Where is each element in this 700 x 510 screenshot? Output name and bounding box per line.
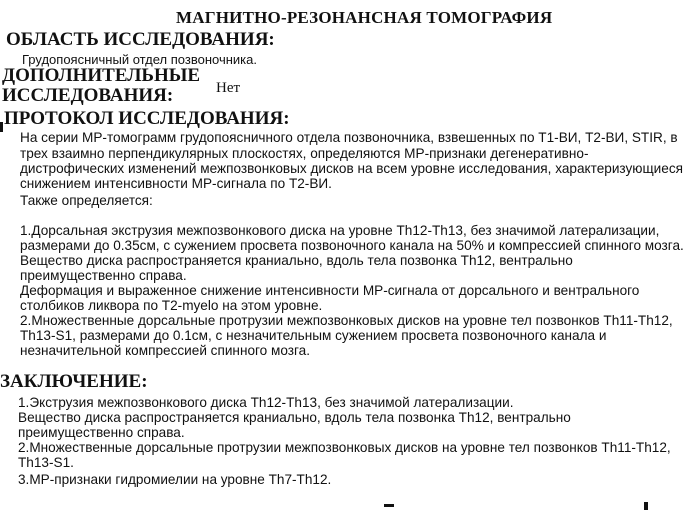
scan-artifact (644, 502, 648, 510)
protocol-line: На серии МР-томограмм грудопоясничного отдела позвоночника, взвешенных по Т1-ВИ, Т2-ВИ, STIR, в (20, 130, 678, 145)
conclusion-line: Th13-S1. (18, 455, 74, 470)
protocol-line: преимущественно справа. (20, 268, 187, 283)
region-text: Грудопоясничный отдел позвоночника. (22, 52, 257, 67)
protocol-line: 1.Дорсальная экструзия межпозвонкового диска на уровне Th12-Th13, без значимой латерализации, (20, 223, 660, 238)
region-heading: ОБЛАСТЬ ИССЛЕДОВАНИЯ: (6, 29, 275, 50)
conclusion-heading: ЗАКЛЮЧЕНИЕ: (0, 371, 148, 392)
protocol-heading: ПРОТОКОЛ ИССЛЕДОВАНИЯ: (4, 108, 290, 129)
protocol-line: дистрофических изменений межпозвонковых дисков на всем уровне исследования, характеризующиеся (20, 161, 683, 176)
protocol-line: трех взаимно перпендикулярных плоскостях, определяются МР-признаки дегенеративно- (20, 146, 589, 161)
protocol-line: снижением интенсивности МР-сигнала по Т2-ВИ. (20, 176, 332, 191)
conclusion-line: 3.МР-признаки гидромиелии на уровне Th7-Th12. (18, 472, 332, 487)
additional-heading-line2: ИССЛЕДОВАНИЯ: (2, 85, 174, 106)
conclusion-line: Вещество диска распространяется краниально, вдоль тела позвонка Th12, вентрально (18, 410, 571, 425)
additional-heading-line1: ДОПОЛНИТЕЛЬНЫЕ (2, 65, 201, 86)
conclusion-line: 2.Множественные дорсальные протрузии межпозвонковых дисков на уровне тел позвонков Th11-Th12, (18, 440, 671, 455)
additional-value: Нет (216, 80, 241, 96)
scan-artifact (0, 122, 3, 132)
protocol-line: 2.Множественные дорсальные протрузии межпозвонковых дисков на уровне тел позвонков Th11-Th12, (20, 313, 673, 328)
protocol-line: Вещество диска распространяется краниально, вдоль тела позвонка Th12, вентрально (20, 253, 573, 268)
scan-artifact (384, 504, 394, 507)
conclusion-line: 1.Экструзия межпозвонкового диска Th12-Th13, без значимой латерализации. (18, 395, 514, 410)
additional-heading (2, 66, 200, 106)
protocol-line: незначительной компрессией спинного мозга. (20, 343, 310, 358)
document-title: МАГНИТНО-РЕЗОНАНСНАЯ ТОМОГРАФИЯ (176, 8, 553, 27)
protocol-line: размерами до 0.35см, с сужением просвета позвоночного канала на 50% и компрессией спинного мозга. (20, 238, 684, 253)
protocol-line: Также определяется: (20, 193, 153, 208)
protocol-line: столбиков ликвора по Т2-myelo на этом уровне. (20, 298, 323, 313)
conclusion-line: преимущественно справа. (18, 425, 185, 440)
protocol-line: Деформация и выраженное снижение интенсивности МР-сигнала от дорсального и вентрального (20, 283, 640, 298)
protocol-line: Th13-S1, размерами до 0.1см, с незначительным сужением просвета позвоночного канала и (20, 328, 607, 343)
